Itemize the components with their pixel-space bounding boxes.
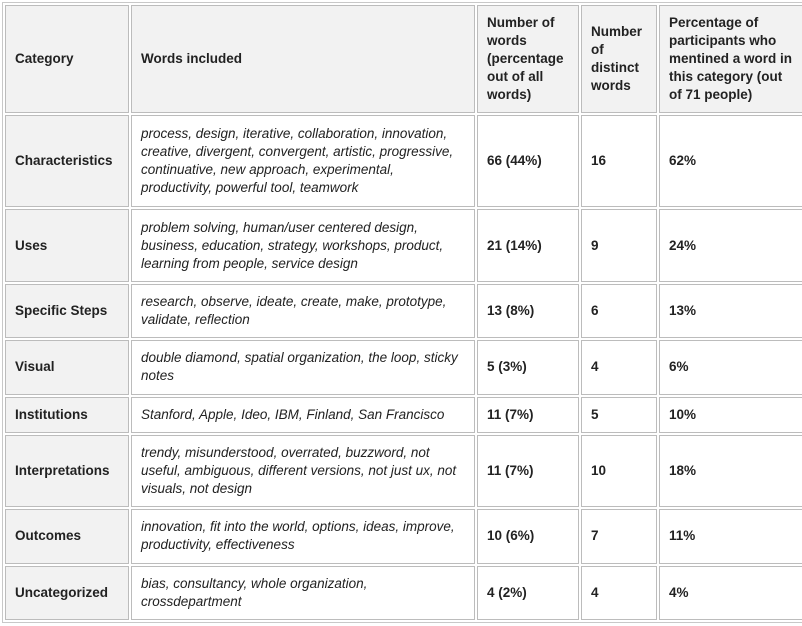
header-category: Category [5,5,129,113]
row-distinct: 16 [581,115,657,207]
table-row [5,209,802,282]
row-percent: 24% [659,209,802,282]
table-row [5,566,802,620]
header-percentage-participants: Percentage of participants who mentined a word in this category (out of 71 people) [659,5,802,113]
header-distinct-words: Number of distinct words [581,5,657,113]
row-words: innovation, fit into the world, options, ideas, improve, productivity, effectiveness [131,509,475,563]
row-category: Visual [5,340,129,394]
row-count: 21 (14%) [477,209,579,282]
table-row [5,340,802,394]
row-words: Stanford, Apple, Ideo, IBM, Finland, San Francisco [131,397,475,433]
table-row [5,509,802,563]
row-category: Specific Steps [5,284,129,338]
row-percent: 11% [659,509,802,563]
row-count: 10 (6%) [477,509,579,563]
category-table [2,2,802,623]
row-words: trendy, misunderstood, overrated, buzzword, not useful, ambiguous, different versions, not just ux, not visuals, not design [131,435,475,508]
row-distinct: 5 [581,397,657,433]
table-row [5,397,802,433]
table-row [5,115,802,207]
row-count: 13 (8%) [477,284,579,338]
row-words: process, design, iterative, collaboration, innovation, creative, divergent, convergent, artistic, progressive, continuative, new approach, experimental, productivity, powerful tool, teamwork [131,115,475,207]
row-words: bias, consultancy, whole organization, crossdepartment [131,566,475,620]
table-row [5,284,802,338]
row-distinct: 6 [581,284,657,338]
row-percent: 4% [659,566,802,620]
row-category: Characteristics [5,115,129,207]
row-count: 4 (2%) [477,566,579,620]
header-row [5,5,802,113]
row-percent: 62% [659,115,802,207]
row-category: Uncategorized [5,566,129,620]
row-percent: 18% [659,435,802,508]
header-words-included: Words included [131,5,475,113]
row-category: Outcomes [5,509,129,563]
row-percent: 6% [659,340,802,394]
row-count: 66 (44%) [477,115,579,207]
row-category: Uses [5,209,129,282]
header-number-of-words: Number of words (percentage out of all words) [477,5,579,113]
row-words: research, observe, ideate, create, make, prototype, validate, reflection [131,284,475,338]
row-category: Interpretations [5,435,129,508]
row-distinct: 4 [581,340,657,394]
row-distinct: 7 [581,509,657,563]
row-words: double diamond, spatial organization, the loop, sticky notes [131,340,475,394]
row-distinct: 10 [581,435,657,508]
row-category: Institutions [5,397,129,433]
row-count: 5 (3%) [477,340,579,394]
table-row [5,435,802,508]
row-count: 11 (7%) [477,397,579,433]
row-distinct: 9 [581,209,657,282]
row-distinct: 4 [581,566,657,620]
row-count: 11 (7%) [477,435,579,508]
row-percent: 13% [659,284,802,338]
row-percent: 10% [659,397,802,433]
row-words: problem solving, human/user centered design, business, education, strategy, workshops, product, learning from people, service design [131,209,475,282]
